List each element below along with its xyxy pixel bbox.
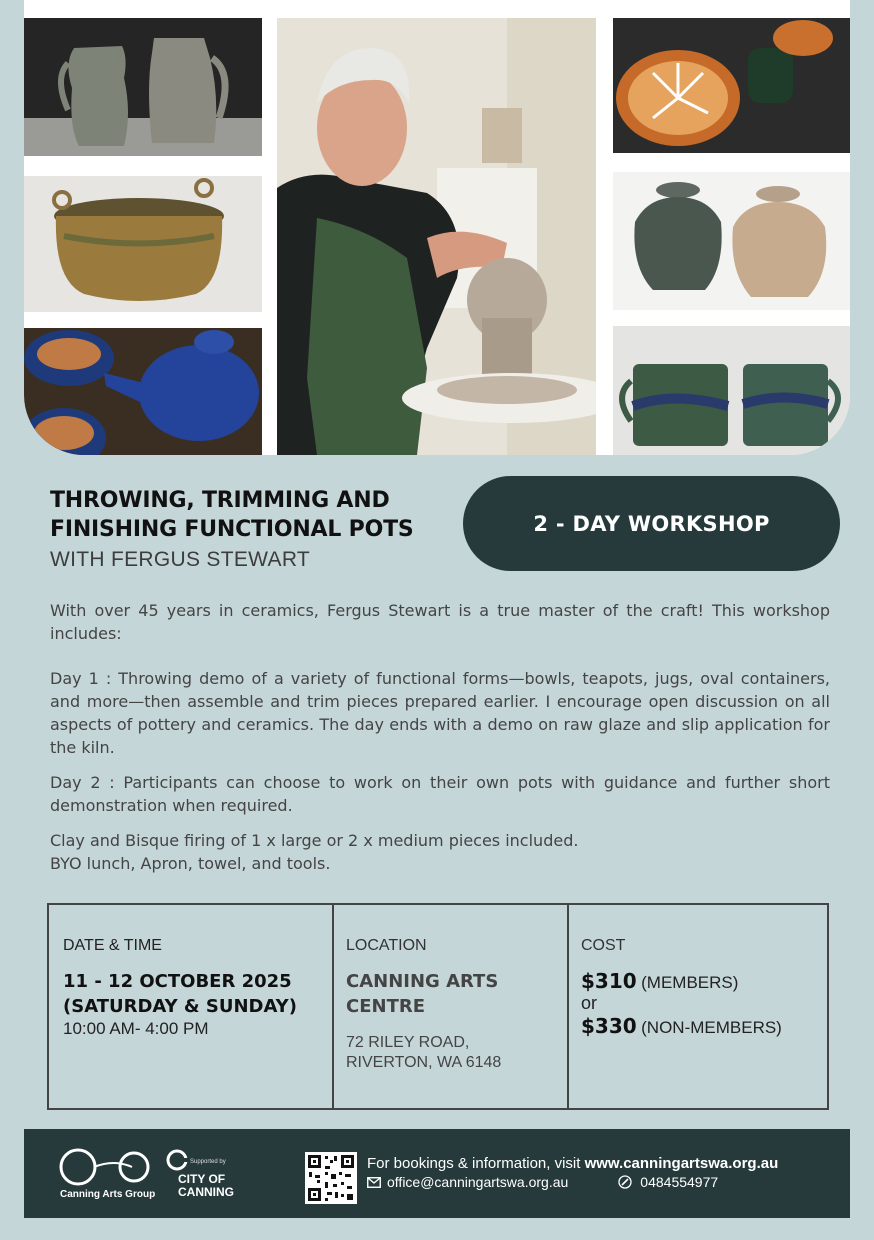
location-heading: LOCATION — [346, 937, 427, 954]
cost-heading: COST — [581, 937, 626, 954]
nonmember-label: (NON-MEMBERS) — [641, 1018, 782, 1037]
cost-column — [567, 905, 829, 1108]
cost-or: or — [581, 993, 598, 1013]
bowl-and-jug-photo — [613, 18, 850, 153]
workshop-duration-badge: 2 - DAY WORKSHOP — [463, 476, 840, 571]
venue-line1: CANNING ARTS — [346, 971, 499, 992]
city-supported-label: Supported by — [190, 1159, 226, 1165]
location-column — [332, 905, 569, 1108]
workshop-description — [50, 599, 830, 875]
date-range: 11 - 12 OCTOBER 2025 — [63, 971, 292, 992]
member-price: $310 — [581, 969, 637, 993]
details-box — [47, 903, 829, 1110]
venue-line2: CENTRE — [346, 996, 426, 1017]
phone-number[interactable]: 0484554977 — [640, 1174, 719, 1190]
potter-photo — [277, 18, 596, 455]
jugs-photo — [24, 18, 262, 156]
address-line2: RIVERTON, WA 6148 — [346, 1054, 502, 1071]
date-days: (SATURDAY & SUNDAY) — [63, 996, 297, 1017]
mail-icon — [367, 1177, 381, 1188]
city-name-line1: CITY OF — [178, 1172, 226, 1186]
canning-arts-group-logo — [54, 1145, 154, 1207]
workshop-title-block — [50, 486, 450, 572]
day1-paragraph: Day 1 : Throwing demo of a variety of functional forms—bowls, teapots, jugs, oval containers, and more—then assemble and trim pieces prepared earlier. I encourage open discussion on all aspects of pottery and ceramics. The day ends with a demo on raw glaze and slip application for the kiln. — [50, 669, 830, 757]
qr-code[interactable] — [305, 1152, 357, 1204]
city-of-canning-logo — [164, 1147, 234, 1205]
workshop-subtitle: WITH FERGUS STEWART — [50, 548, 311, 571]
city-name-line2: CANNING — [178, 1185, 234, 1199]
intro-paragraph: With over 45 years in ceramics, Fergus Stewart is a true master of the craft! This workshop includes: — [50, 601, 830, 643]
address-line1: 72 RILEY ROAD, — [346, 1034, 470, 1051]
photo-collage — [24, 0, 850, 455]
cag-name: Canning Arts Group — [60, 1189, 156, 1200]
mugs-photo — [613, 326, 850, 455]
footer-bar — [24, 1129, 850, 1218]
day2-paragraph: Day 2 : Participants can choose to work on their own pots with guidance and further short demonstration when required. — [50, 773, 830, 815]
email-link[interactable]: office@canningartswa.org.au — [387, 1174, 569, 1190]
inclusions-line1: Clay and Bisque firing of 1 x large or 2 x medium pieces included. — [50, 831, 579, 850]
inclusions-line2: BYO lunch, Apron, towel, and tools. — [50, 854, 331, 873]
website-link[interactable]: www.canningartswa.org.au — [584, 1155, 779, 1172]
contact-line — [367, 1174, 718, 1190]
time-range: 10:00 AM- 4:00 PM — [63, 1019, 209, 1038]
teapot-photo — [24, 328, 262, 455]
member-label: (MEMBERS) — [641, 973, 739, 992]
city-emblem-icon — [166, 1149, 188, 1171]
nonmember-price: $330 — [581, 1014, 637, 1038]
workshop-title-line2: FINISHING FUNCTIONAL POTS — [50, 517, 414, 542]
bookings-line — [367, 1155, 778, 1172]
lidded-jars-photo — [613, 172, 850, 310]
workshop-title-line1: THROWING, TRIMMING AND — [50, 488, 390, 513]
phone-icon — [618, 1175, 632, 1189]
bookings-text: For bookings & information, visit — [367, 1155, 585, 1172]
date-time-column — [49, 905, 332, 1108]
oval-pot-photo — [24, 176, 262, 312]
date-time-heading: DATE & TIME — [63, 937, 162, 954]
